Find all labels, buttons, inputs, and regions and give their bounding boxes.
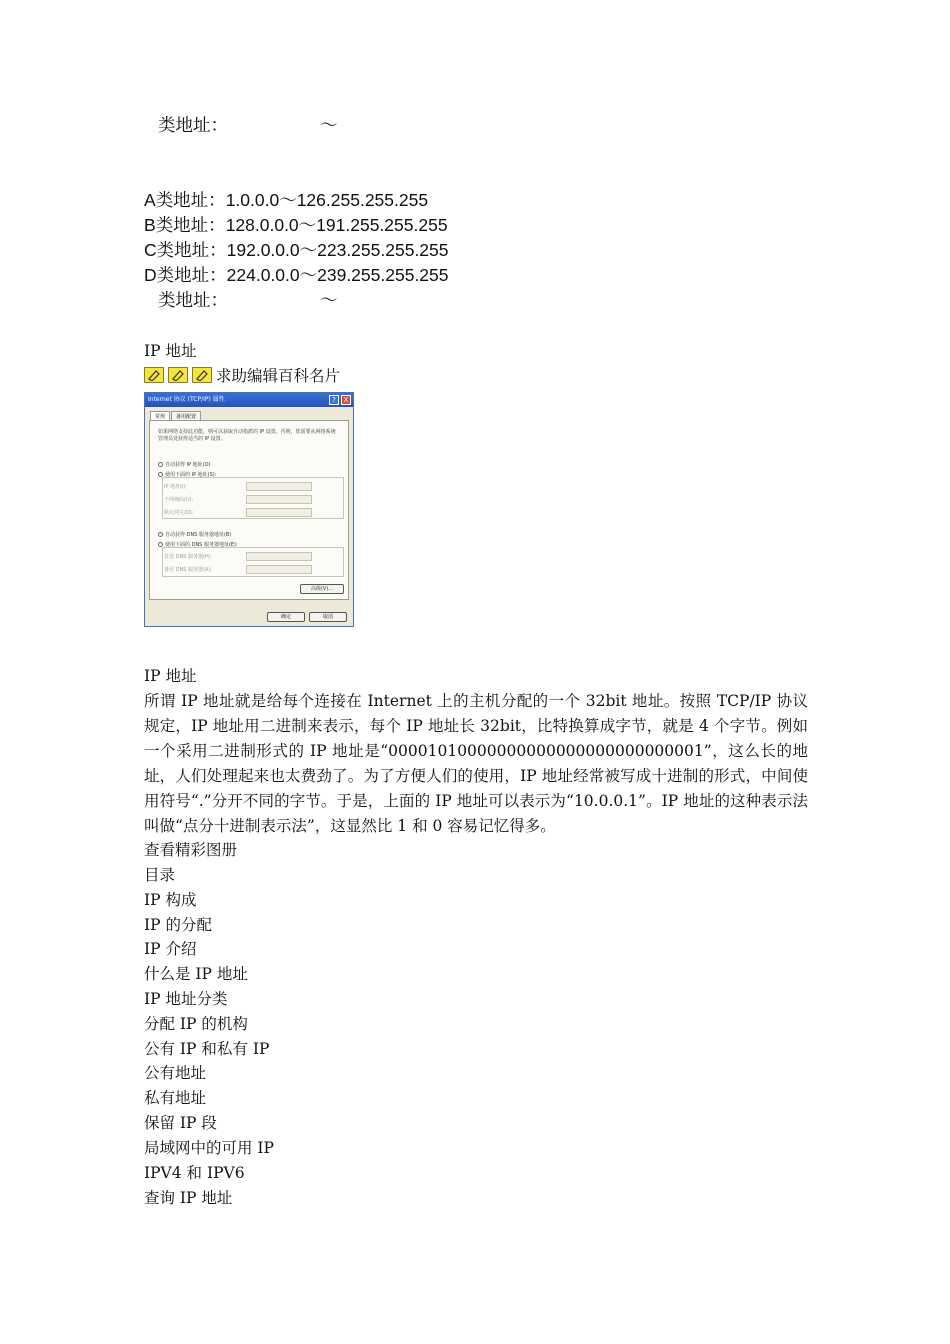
section-heading: IP 地址 xyxy=(144,667,197,685)
range-sep: ～ xyxy=(320,115,338,135)
dialog-intro: 如果网络支持此功能，则可以获取自动指派的 IP 设置。否则，您需要从网络系统管理员处获得适当的 IP 设置。 xyxy=(158,429,336,442)
mask-label: 子网掩码(U): xyxy=(164,497,194,503)
edit-link[interactable]: 求助编辑百科名片 xyxy=(216,367,341,385)
dialog-panel xyxy=(149,420,349,600)
toc-item[interactable]: 什么是 IP 地址 xyxy=(144,965,248,983)
class-line-c xyxy=(144,238,449,264)
edit-icon[interactable] xyxy=(144,367,164,383)
dns1-label: 首选 DNS 服务器(P): xyxy=(164,554,212,560)
dns2-field xyxy=(246,565,312,574)
toc-item[interactable]: IP 地址分类 xyxy=(144,990,228,1008)
close-icon: X xyxy=(341,395,351,405)
advanced-button: 高级(V)... xyxy=(300,584,344,594)
radio-auto-ip: 自动获得 IP 地址(O) xyxy=(158,461,211,468)
gateway-field xyxy=(246,508,312,517)
class-prefix: A xyxy=(144,190,156,210)
toc-item[interactable]: IP 的分配 xyxy=(144,916,212,934)
dialog-titlebar xyxy=(145,393,353,407)
class-range: 192.0.0.0～223.255.255.255 xyxy=(226,240,449,260)
tcpip-dialog-image xyxy=(144,392,354,627)
radio-manual-dns: 使用下面的 DNS 服务器地址(E): xyxy=(158,541,238,548)
class-line-top xyxy=(144,113,338,139)
class-line-e xyxy=(144,288,338,314)
gallery-link[interactable]: 查看精彩图册 xyxy=(144,841,238,859)
class-range: 224.0.0.0～239.255.255.255 xyxy=(226,265,449,285)
toc-item[interactable]: IP 构成 xyxy=(144,891,197,909)
class-label: 类地址： xyxy=(155,216,226,236)
class-label: 类地址： xyxy=(156,266,227,286)
class-label: 类地址： xyxy=(156,241,227,261)
class-prefix: C xyxy=(144,240,157,260)
class-range: 128.0.0.0～191.255.255.255 xyxy=(225,215,448,235)
edit-icon[interactable] xyxy=(192,367,212,383)
toc-item[interactable]: 私有地址 xyxy=(144,1089,207,1107)
help-icon: ? xyxy=(329,395,339,405)
dns1-field xyxy=(246,552,312,561)
edit-toolbar xyxy=(144,364,340,386)
toc-item[interactable]: IPV4 和 IPV6 xyxy=(144,1164,245,1182)
class-line-b xyxy=(144,213,448,239)
toc-item[interactable]: 保留 IP 段 xyxy=(144,1114,217,1132)
cancel-button: 取消 xyxy=(309,612,347,622)
class-line-d xyxy=(144,263,449,289)
toc-item[interactable]: 局域网中的可用 IP xyxy=(144,1139,274,1157)
tab-alternate: 备用配置 xyxy=(171,411,201,421)
dialog-title: Internet 协议 (TCP/IP) 属性 xyxy=(148,396,225,403)
gateway-label: 默认网关(D): xyxy=(164,510,194,516)
class-label: 类地址： xyxy=(158,291,228,311)
tab-general: 常规 xyxy=(150,411,170,421)
class-prefix: B xyxy=(144,215,156,235)
class-range: 1.0.0.0～126.255.255.255 xyxy=(225,190,429,210)
ip-label: IP 地址(I): xyxy=(164,484,188,490)
intro-paragraph: 所谓 IP 地址就是给每个连接在 Internet 上的主机分配的一个 32bit 地址。按照 TCP/IP 协议规定，IP 地址用二进制来表示，每个 IP 地址长 32bit，比特换算成字节，就是 4 个字节。例如一个采用二进制形式的 IP 地址是“00001010000000000000000000000001”，这么长的地址，人们处理起来也太费劲了。为了方便人们的使用，IP 地址经常被写成十进制的形式，中间使用符号“.”分开不同的字节。于是，上面的 IP 地址可以表示为“10.0.0.1”。IP 地址的这种表示法叫做“点分十进制表示法”，这显然比 1 和 0 容易记忆得多。 xyxy=(144,692,808,835)
range-sep: ～ xyxy=(320,290,338,310)
section-heading: IP 地址 xyxy=(144,342,197,360)
ip-field xyxy=(246,482,312,491)
class-prefix: D xyxy=(144,265,157,285)
toc-title: 目录 xyxy=(144,866,176,884)
toc-item[interactable]: 分配 IP 的机构 xyxy=(144,1015,248,1033)
dns2-label: 备用 DNS 服务器(A): xyxy=(164,567,212,573)
radio-auto-dns: 自动获得 DNS 服务器地址(B) xyxy=(158,531,231,538)
toc-item[interactable]: IP 介绍 xyxy=(144,940,197,958)
ok-button: 确定 xyxy=(267,612,305,622)
class-label: 类地址： xyxy=(158,116,228,136)
class-line-a xyxy=(144,188,428,214)
mask-field xyxy=(246,495,312,504)
edit-icon[interactable] xyxy=(168,367,188,383)
toc-item[interactable]: 公有 IP 和私有 IP xyxy=(144,1040,270,1058)
class-label: 类地址： xyxy=(155,191,226,211)
toc-item[interactable]: 查询 IP 地址 xyxy=(144,1189,233,1207)
toc-item[interactable]: 公有地址 xyxy=(144,1064,207,1082)
radio-manual-ip: 使用下面的 IP 地址(S): xyxy=(158,471,216,478)
